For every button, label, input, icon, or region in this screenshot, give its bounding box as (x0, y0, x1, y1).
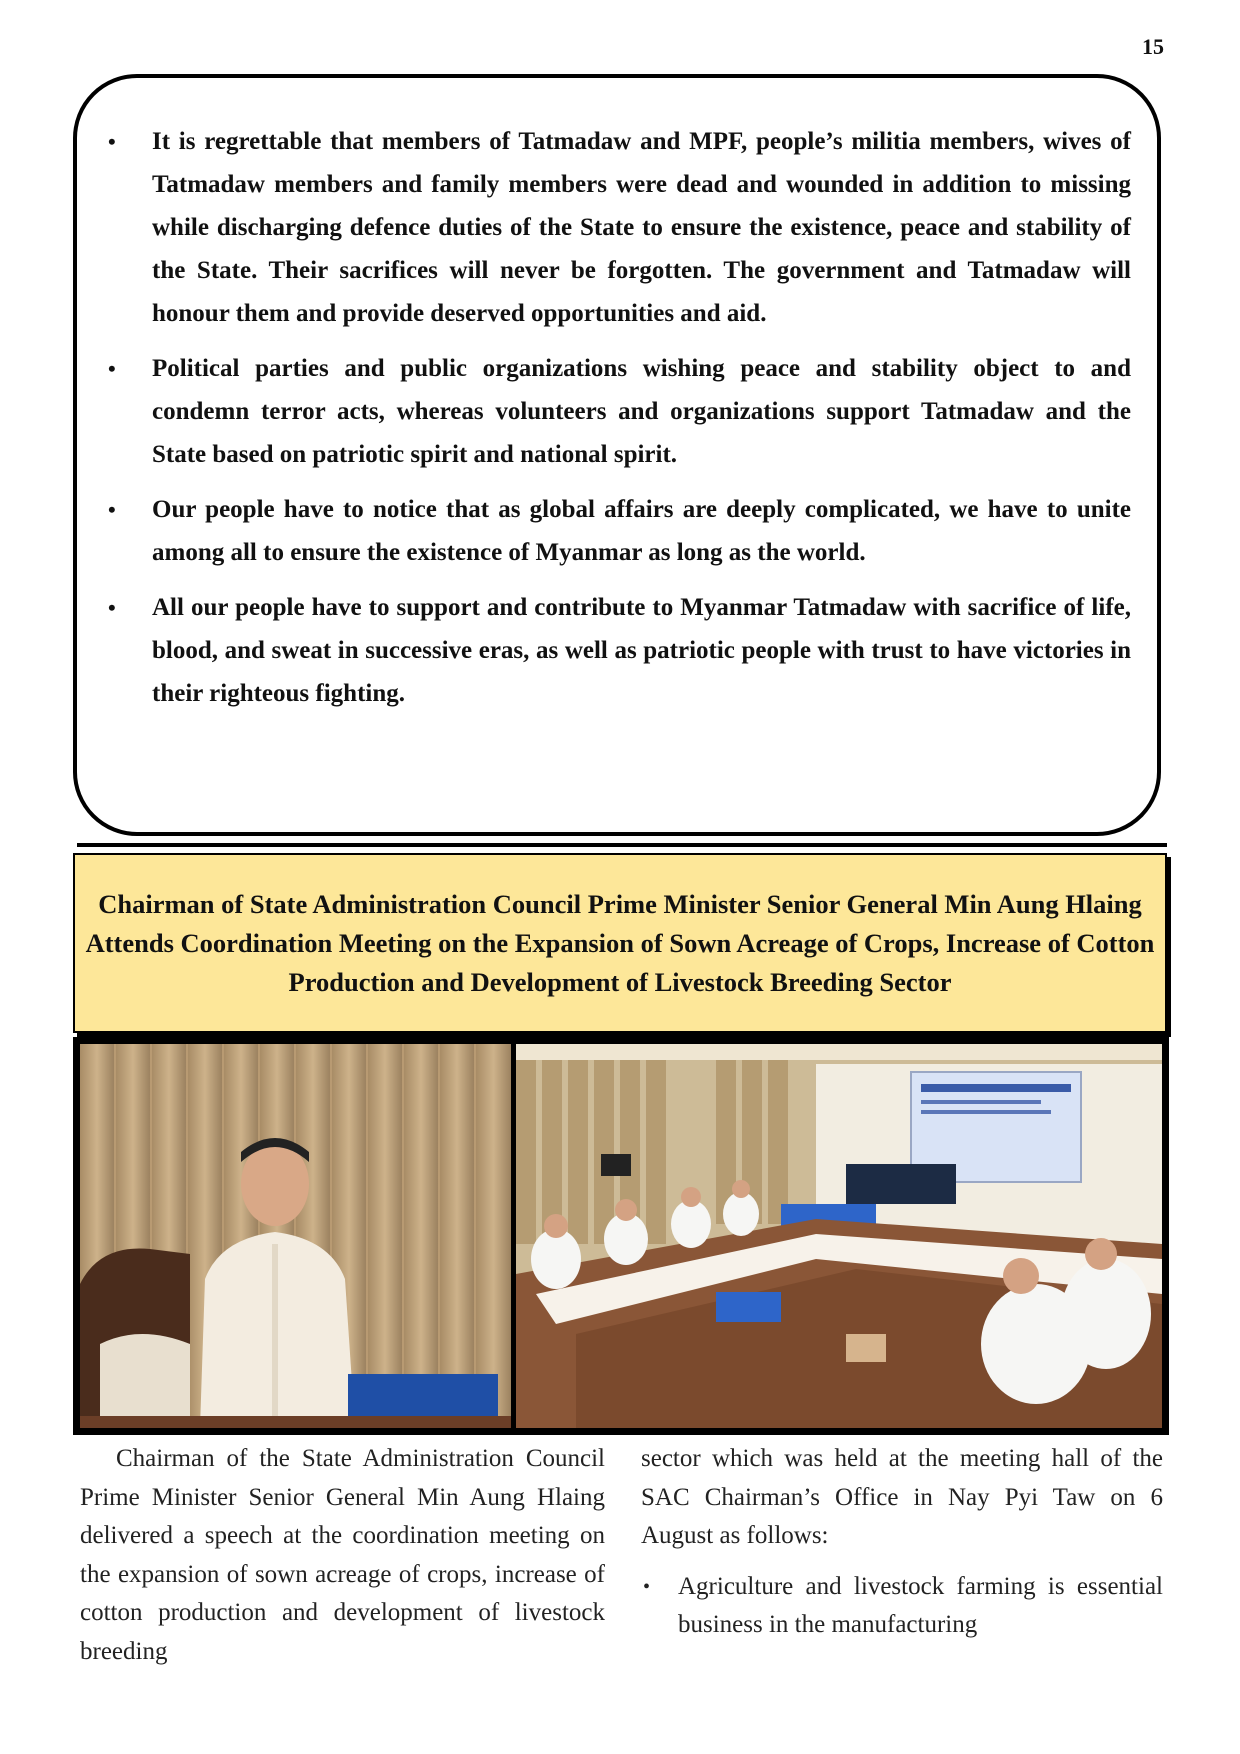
callout-item-text: Political parties and public organizations wishing peace and stability object to and condemn terror acts, whereas volunteers and organizations support Tatmadaw and the State based on patriotic spirit and national spirit. (152, 355, 1131, 468)
callout-item (96, 488, 1131, 574)
bullet-icon: • (108, 595, 116, 620)
article-paragraph-continued: sector which was held at the meeting hall of the SAC Chairman’s Office in Nay Pyi Taw on 6 August as follows: (641, 1445, 1163, 1549)
callout-item-text: Our people have to notice that as global affairs are deeply complicated, we have to unite among all to ensure the existence of Myanmar as long as the world. (152, 496, 1131, 566)
callout-item-text: It is regrettable that members of Tatmadaw and MPF, people’s militia members, wives of Tatmadaw members and family members were dead and wounded in addition to missing while discharging defence duties of the State to ensure the existence, peace and stability of the State. Their sacrifices will never be forgotten. The government and Tatmadaw will honour them and provide deserved opportunities and aid. (152, 128, 1131, 327)
article-column-left (80, 1440, 605, 1671)
bullet-icon: • (108, 356, 116, 381)
callout-item (96, 586, 1131, 715)
photo-meeting-hall (516, 1044, 1162, 1428)
photo-speaker (80, 1044, 511, 1428)
article-bullet-text: Agriculture and livestock farming is essential business in the manufacturing (678, 1572, 1163, 1638)
callout-item-text: All our people have to support and contribute to Myanmar Tatmadaw with sacrifice of life, blood, and sweat in successive eras, as well as patriotic people with trust to have victories in their righteous fighting. (152, 594, 1131, 707)
article-paragraph: Chairman of the State Administration Council Prime Minister Senior General Min Aung Hlaing delivered a speech at the coordination meeting on the expansion of sown acreage of crops, increase of cotton production and development of livestock breeding (80, 1445, 605, 1665)
page-number: 15 (1142, 34, 1164, 59)
bullet-icon: • (108, 497, 116, 522)
bullet-icon: • (108, 129, 116, 154)
callout-item (96, 347, 1131, 476)
photo-strip (73, 1037, 1169, 1435)
article-column-right (641, 1440, 1163, 1645)
article-headline: Chairman of State Administration Council Prime Minister Senior General Min Aung Hlaing Attends Coordination Meeting on the Expansion of Sown Acreage of Crops, Increase of Cotton Production and Development of Livestock Breeding Sector (85, 888, 1155, 997)
headline-box (73, 853, 1167, 1033)
callout-item (96, 120, 1131, 335)
section-divider (77, 843, 1167, 847)
bullet-icon: • (643, 1575, 651, 1598)
callout-list (96, 120, 1131, 727)
article-bullet-item (641, 1568, 1163, 1645)
